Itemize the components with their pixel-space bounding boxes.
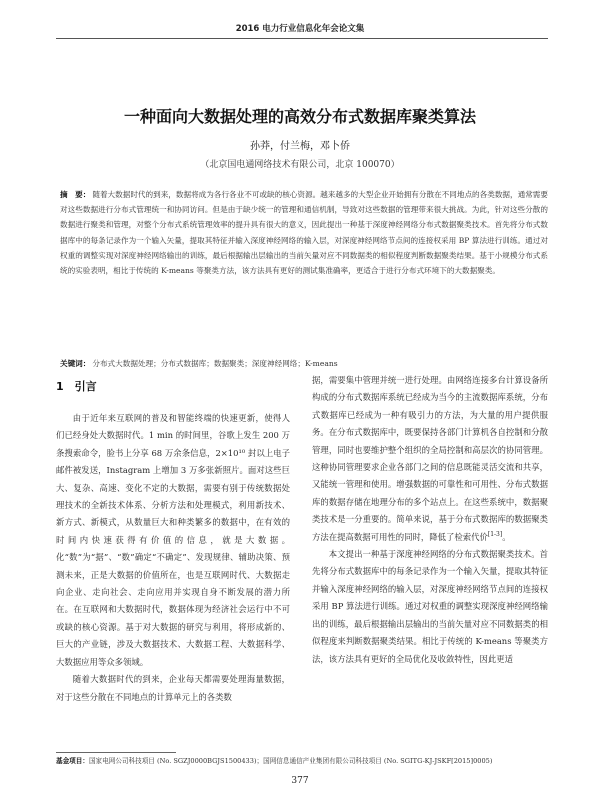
keywords-text: 分布式大数据处理；分布式数据库；数据聚类；深度神经网络；K-means: [92, 359, 338, 368]
citation-ref: [1-3]: [487, 530, 503, 538]
keywords: [60, 357, 548, 371]
running-header: 2016 电力行业信息化年会论文集: [235, 24, 365, 34]
body-paragraph: 随着大数据时代的到来，企业每天都需要处理海量数据，对于这些分散在不同地点的计算单元上的各类数: [56, 674, 290, 702]
abstract: [60, 187, 548, 278]
body-column-right: [312, 372, 548, 668]
header-divider: [56, 38, 548, 39]
paper-authors: 孙莽，付兰梅，邓卜侨: [250, 141, 350, 152]
paper-title: 一种面向大数据处理的高效分布式数据库聚类算法: [123, 107, 476, 126]
body-paragraph: 本文提出一种基于深度神经网络的分布式数据聚类技术。首先将分布式数据库中的每条记录作为一个输入矢量，提取其特征并输入深度神经网络的输入层，对深度神经网络节点间的连接权采用 BP 算法进行训练。通过对权重的调整实现深度神经网络输出的训练，最后根据输出层输出的当前矢量对应不同数据类的相似程度来判断数据聚类结果。相比于传统的 K-means 等聚类方法，该方法具有更好的全局优化及收敛特性，因此更适: [312, 549, 548, 664]
funding-footnote: [56, 756, 548, 766]
paper-affiliation: （北京国电通网络技术有限公司，北京 100070）: [200, 160, 400, 170]
body-paragraph-text: 据，需要集中管理并统一进行处理。由网络连接多台计算设备所构成的分布式数据库系统已经成为当今的主流数据库系统，分布式数据库已经成为一种有吸引力的方法，为大量的用户提供服务。在分布式数据库中，既要保持各部门计算机各自控制和分散管理，同时也要维护整个组织的全局控制和高层次的协同管理。这种协同管理要求企业各部门之间的信息既能灵活交流和共享，又能统一管理和使用。增强数据的可靠性和可用性、分布式数据库的数据存储在地理分布的多个站点上。在这些系统中，数据聚类技术是一分重要的。简单来说，基于分布式数据库的数据聚类方法在提高数据可用性的同时，降低了检索代价: [312, 375, 548, 542]
page-number: 377: [291, 776, 309, 786]
keywords-label: 关键词：: [60, 359, 91, 368]
abstract-label: 摘 要：: [60, 190, 91, 199]
body-paragraph: 由于近年来互联网的普及和智能终端的快速更新，使得人们已经身处大数据时代。1 min 的时间里，谷歌上发生 200 万条搜索命令，脸书上分享 68 万余条信息，2×10¹⁰ 封以上电子邮件被发送，Instagram 上增加 3 万多张新照片。面对这些巨大、复杂、高速、变化不定的大数据，需要有别于传统数据处理技术的全新技术体系、分析方法和处理模式，利用新技术、新方式、新模式，从数量巨大和种类繁多的数据中，在有效的时间内快速获得有价值的信息，就是大数据。化“数”为“据”、“数”确定“不确定”、发现规律、辅助决策、预测未来，正是大数据的价值所在，也是互联网时代、大数据走向企业、走向社会、走向应用并实现自身不断发展的潜力所在。在互联网和大数据时代，数据体现为经济社会运行中不可或缺的核心资源。基于对大数据的研究与利用，将形成新的、巨大的产业链，涉及大数据技术、大数据工程、大数据科学、大数据应用等众多领域。: [56, 413, 290, 667]
section-heading-introduction: 1 引言: [56, 380, 97, 393]
footnote-text: 国家电网公司科技项目 (No. SGZJ0000BGJS1500433)；国网信息通信产业集团有限公司科技项目 (No. SGITG-KJ-JSKF[2015]0005): [88, 757, 493, 765]
footnote-label: 基金项目：: [56, 757, 89, 765]
citation-suffix: 。: [502, 531, 511, 542]
body-paragraph: [312, 372, 548, 546]
body-column-left: [56, 372, 290, 706]
footnote-divider: [56, 752, 176, 753]
abstract-text: 随着大数据时代的到来，数据将成为各行各业不可或缺的核心资源。越来越多的大型企业开始拥有分散在不同地点的各类数据，通常需要对这些数据进行分布式管理统一和协同访问。但是由于缺少统一的管理和通信机制，导致对这些数据的管理带来很大挑战。为此，针对这些分散的数据进行聚类和管理，对整个分布式系统管理效率的提升具有很大的意义，因此提出一种基于深度神经网络分布式数据聚类技术。首先将分布式数据库中的每条记录作为一个输入矢量，提取其特征并输入深度神经网络的输入层，对深度神经网络节点间的连接权采用 BP 算法进行训练。通过对权重的调整实现对深度神经网络输出的训练，最后根据输出层输出的当前矢量对应不同数据类的相似程度判断数据聚类结果。基于小规模分布式系统的实验表明，相比于传统的 K-means 等聚类方法，该方法具有更好的测试集准确率，更适合于进行分布式环境下的大数据聚类。: [60, 190, 548, 276]
